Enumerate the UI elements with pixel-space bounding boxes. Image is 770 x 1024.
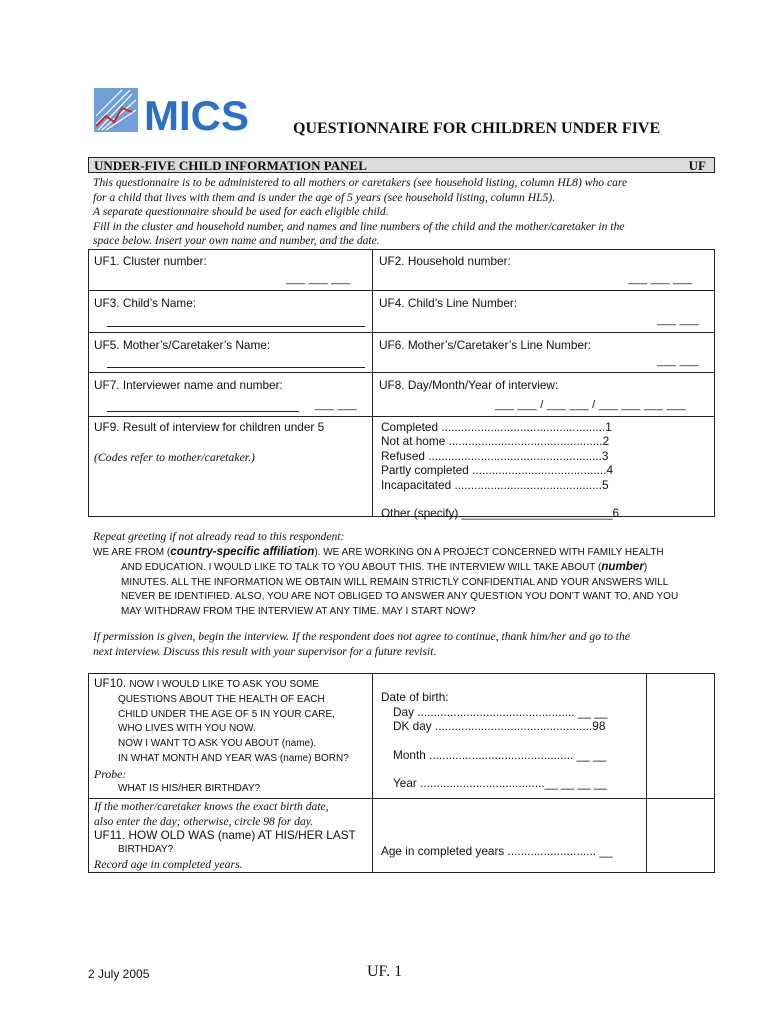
repeat-greeting-instruction: Repeat greeting if not already read to this respondent: bbox=[93, 530, 345, 543]
uf10-line: NOW I WANT TO ASK YOU ABOUT (name). bbox=[118, 738, 317, 750]
answer-age[interactable]: Age in completed years ........................... __ bbox=[381, 844, 613, 858]
uf10-note-line: If the mother/caretaker knows the exact birth date, bbox=[94, 800, 329, 813]
uf2-label: UF2. Household number: bbox=[379, 254, 511, 268]
uf1-blank[interactable]: ___ ___ ___ bbox=[286, 273, 351, 285]
uf6-blank[interactable]: ___ ___ bbox=[657, 355, 699, 367]
uf7-label: UF7. Interviewer name and number: bbox=[94, 378, 283, 392]
uf10-note-line: also enter the day; otherwise, circle 98 for day. bbox=[94, 814, 314, 828]
result-code-spacer bbox=[381, 492, 619, 506]
greeting-text bbox=[93, 545, 713, 619]
greeting-line: WE ARE FROM (country-specific affiliation). WE ARE WORKING ON A PROJECT CONCERNED WITH FAMILY HEALTH bbox=[93, 545, 664, 558]
probe-label: Probe: bbox=[94, 766, 127, 781]
probe-question: WHAT IS HIS/HER BIRTHDAY? bbox=[118, 782, 261, 794]
greeting-line: MAY WITHDRAW FROM THE INTERVIEW AT ANY TIME. MAY I START NOW? bbox=[121, 605, 476, 617]
uf3-label: UF3. Child’s Name: bbox=[94, 296, 197, 310]
permission-line: next interview. Discuss this result with your supervisor for a future revisit. bbox=[93, 644, 437, 658]
intro-line: Fill in the cluster and household number, and names and line numbers of the child and the mother/caretaker in the bbox=[93, 219, 625, 233]
uf9-label: UF9. Result of interview for children under 5 bbox=[94, 420, 325, 434]
uf10-question bbox=[94, 676, 349, 796]
document-title: QUESTIONNAIRE FOR CHILDREN UNDER FIVE bbox=[293, 120, 661, 137]
answer-dk-day[interactable]: DK day ................................................98 bbox=[393, 719, 606, 734]
uf11-question bbox=[94, 828, 356, 872]
table-divider bbox=[646, 674, 647, 872]
answer-spacer bbox=[381, 734, 607, 748]
greeting-line: NEVER BE IDENTIFIED. ALSO, YOU ARE NOT OBLIGED TO ANSWER ANY QUESTION YOU DON’T WANT TO, AND YOU bbox=[121, 591, 679, 603]
intro-line: for a child that lives with them and is under the age of 5 years (see household listing, column HL5). bbox=[93, 190, 556, 204]
uf8-label: UF8. Day/Month/Year of interview: bbox=[379, 378, 559, 392]
result-code-option[interactable]: Incapacitated .............................................5 bbox=[381, 477, 609, 492]
greeting-line: MINUTES. ALL THE INFORMATION WE OBTAIN WILL REMAIN STRICTLY CONFIDENTIAL AND YOUR ANSWERS WILL bbox=[121, 576, 669, 588]
uf11-line: UF11. HOW OLD WAS (name) AT HIS/HER LAST bbox=[94, 828, 356, 842]
uf10-note bbox=[94, 800, 329, 829]
uf10-line: CHILD UNDER THE AGE OF 5 IN YOUR CARE, bbox=[118, 708, 335, 720]
answer-line: Date of birth: bbox=[381, 690, 449, 704]
result-code-option[interactable]: Completed ..................................................1 bbox=[381, 420, 612, 434]
greeting-line: AND EDUCATION. I WOULD LIKE TO TALK TO YOU ABOUT THIS. THE INTERVIEW WILL TAKE ABOUT (number) bbox=[121, 560, 648, 574]
table-rule bbox=[89, 798, 714, 799]
uf9-note: (Codes refer to mother/caretaker.) bbox=[94, 450, 255, 464]
result-code-option[interactable]: Refused .....................................................3 bbox=[381, 448, 609, 463]
answer-spacer bbox=[381, 762, 607, 776]
table-divider bbox=[372, 674, 373, 872]
uf10-line: UF10. NOW I WOULD LIKE TO ASK YOU SOME bbox=[94, 676, 319, 690]
intro-line: space below. Insert your own name and number, and the date. bbox=[93, 234, 380, 248]
panel-header bbox=[88, 157, 715, 173]
uf10-line: WHO LIVES WITH YOU NOW. bbox=[118, 723, 256, 735]
answer-month[interactable]: Month ............................................ __ __ bbox=[393, 747, 607, 762]
uf8-date-blank[interactable]: ___ ___ / ___ ___ / ___ ___ ___ ___ bbox=[495, 399, 686, 411]
grid-rule bbox=[89, 416, 714, 417]
result-code-option[interactable]: Partly completed .........................................4 bbox=[381, 463, 614, 478]
uf5-label: UF5. Mother’s/Caretaker’s Name: bbox=[94, 338, 271, 352]
identification-grid bbox=[88, 249, 715, 521]
uf10-line: QUESTIONS ABOUT THE HEALTH OF EACH bbox=[118, 693, 325, 705]
result-code-option[interactable]: Not at home ...............................................2 bbox=[381, 434, 610, 449]
result-code-option[interactable]: Other (specify) _______________________6 bbox=[381, 506, 620, 521]
uf1-label: UF1. Cluster number: bbox=[94, 254, 207, 268]
grid-rule bbox=[89, 372, 714, 373]
uf7-number-blank[interactable]: ___ ___ bbox=[315, 399, 357, 411]
answer-day[interactable]: Day ................................................ __ __ bbox=[393, 704, 608, 719]
footer-date: 2 July 2005 bbox=[88, 967, 150, 981]
intro-line: This questionnaire is to be administered to all mothers or caretakers (see household listing, column HL8) who care bbox=[93, 176, 628, 189]
intro-line: A separate questionnaire should be used for each eligible child. bbox=[93, 205, 389, 219]
panel-heading: UNDER-FIVE CHILD INFORMATION PANEL bbox=[94, 158, 367, 173]
grid-rule bbox=[89, 290, 714, 291]
uf11-note: Record age in completed years. bbox=[94, 857, 243, 872]
result-codes bbox=[381, 420, 619, 520]
uf7-name-line[interactable] bbox=[107, 411, 299, 412]
logo-text: MICS bbox=[144, 92, 249, 138]
page-number: UF. 1 bbox=[367, 963, 403, 980]
uf4-label: UF4. Child’s Line Number: bbox=[379, 296, 518, 310]
uf3-name-line[interactable] bbox=[107, 326, 365, 327]
permission-instructions bbox=[93, 630, 713, 659]
panel-code: UF bbox=[688, 158, 706, 173]
answer-year[interactable]: Year ......................................__ __ __ __ bbox=[393, 776, 607, 791]
grid-rule bbox=[89, 332, 714, 333]
mics-logo-graphic bbox=[92, 86, 268, 138]
uf5-name-line[interactable] bbox=[107, 367, 365, 368]
intro-instructions bbox=[93, 176, 713, 249]
uf10-line: IN WHAT MONTH AND YEAR WAS (name) BORN? bbox=[118, 752, 349, 764]
birth-date-answers bbox=[381, 690, 607, 791]
uf2-blank[interactable]: ___ ___ ___ bbox=[628, 273, 693, 285]
birth-date-table bbox=[88, 673, 715, 873]
mics-logo bbox=[92, 86, 268, 138]
uf6-label: UF6. Mother’s/Caretaker’s Line Number: bbox=[379, 338, 592, 352]
uf11-line: BIRTHDAY? bbox=[118, 843, 174, 855]
uf4-blank[interactable]: ___ ___ bbox=[657, 314, 699, 326]
permission-line: If permission is given, begin the interview. If the respondent does not agree to continue, thank him/her and go to the bbox=[93, 630, 630, 643]
